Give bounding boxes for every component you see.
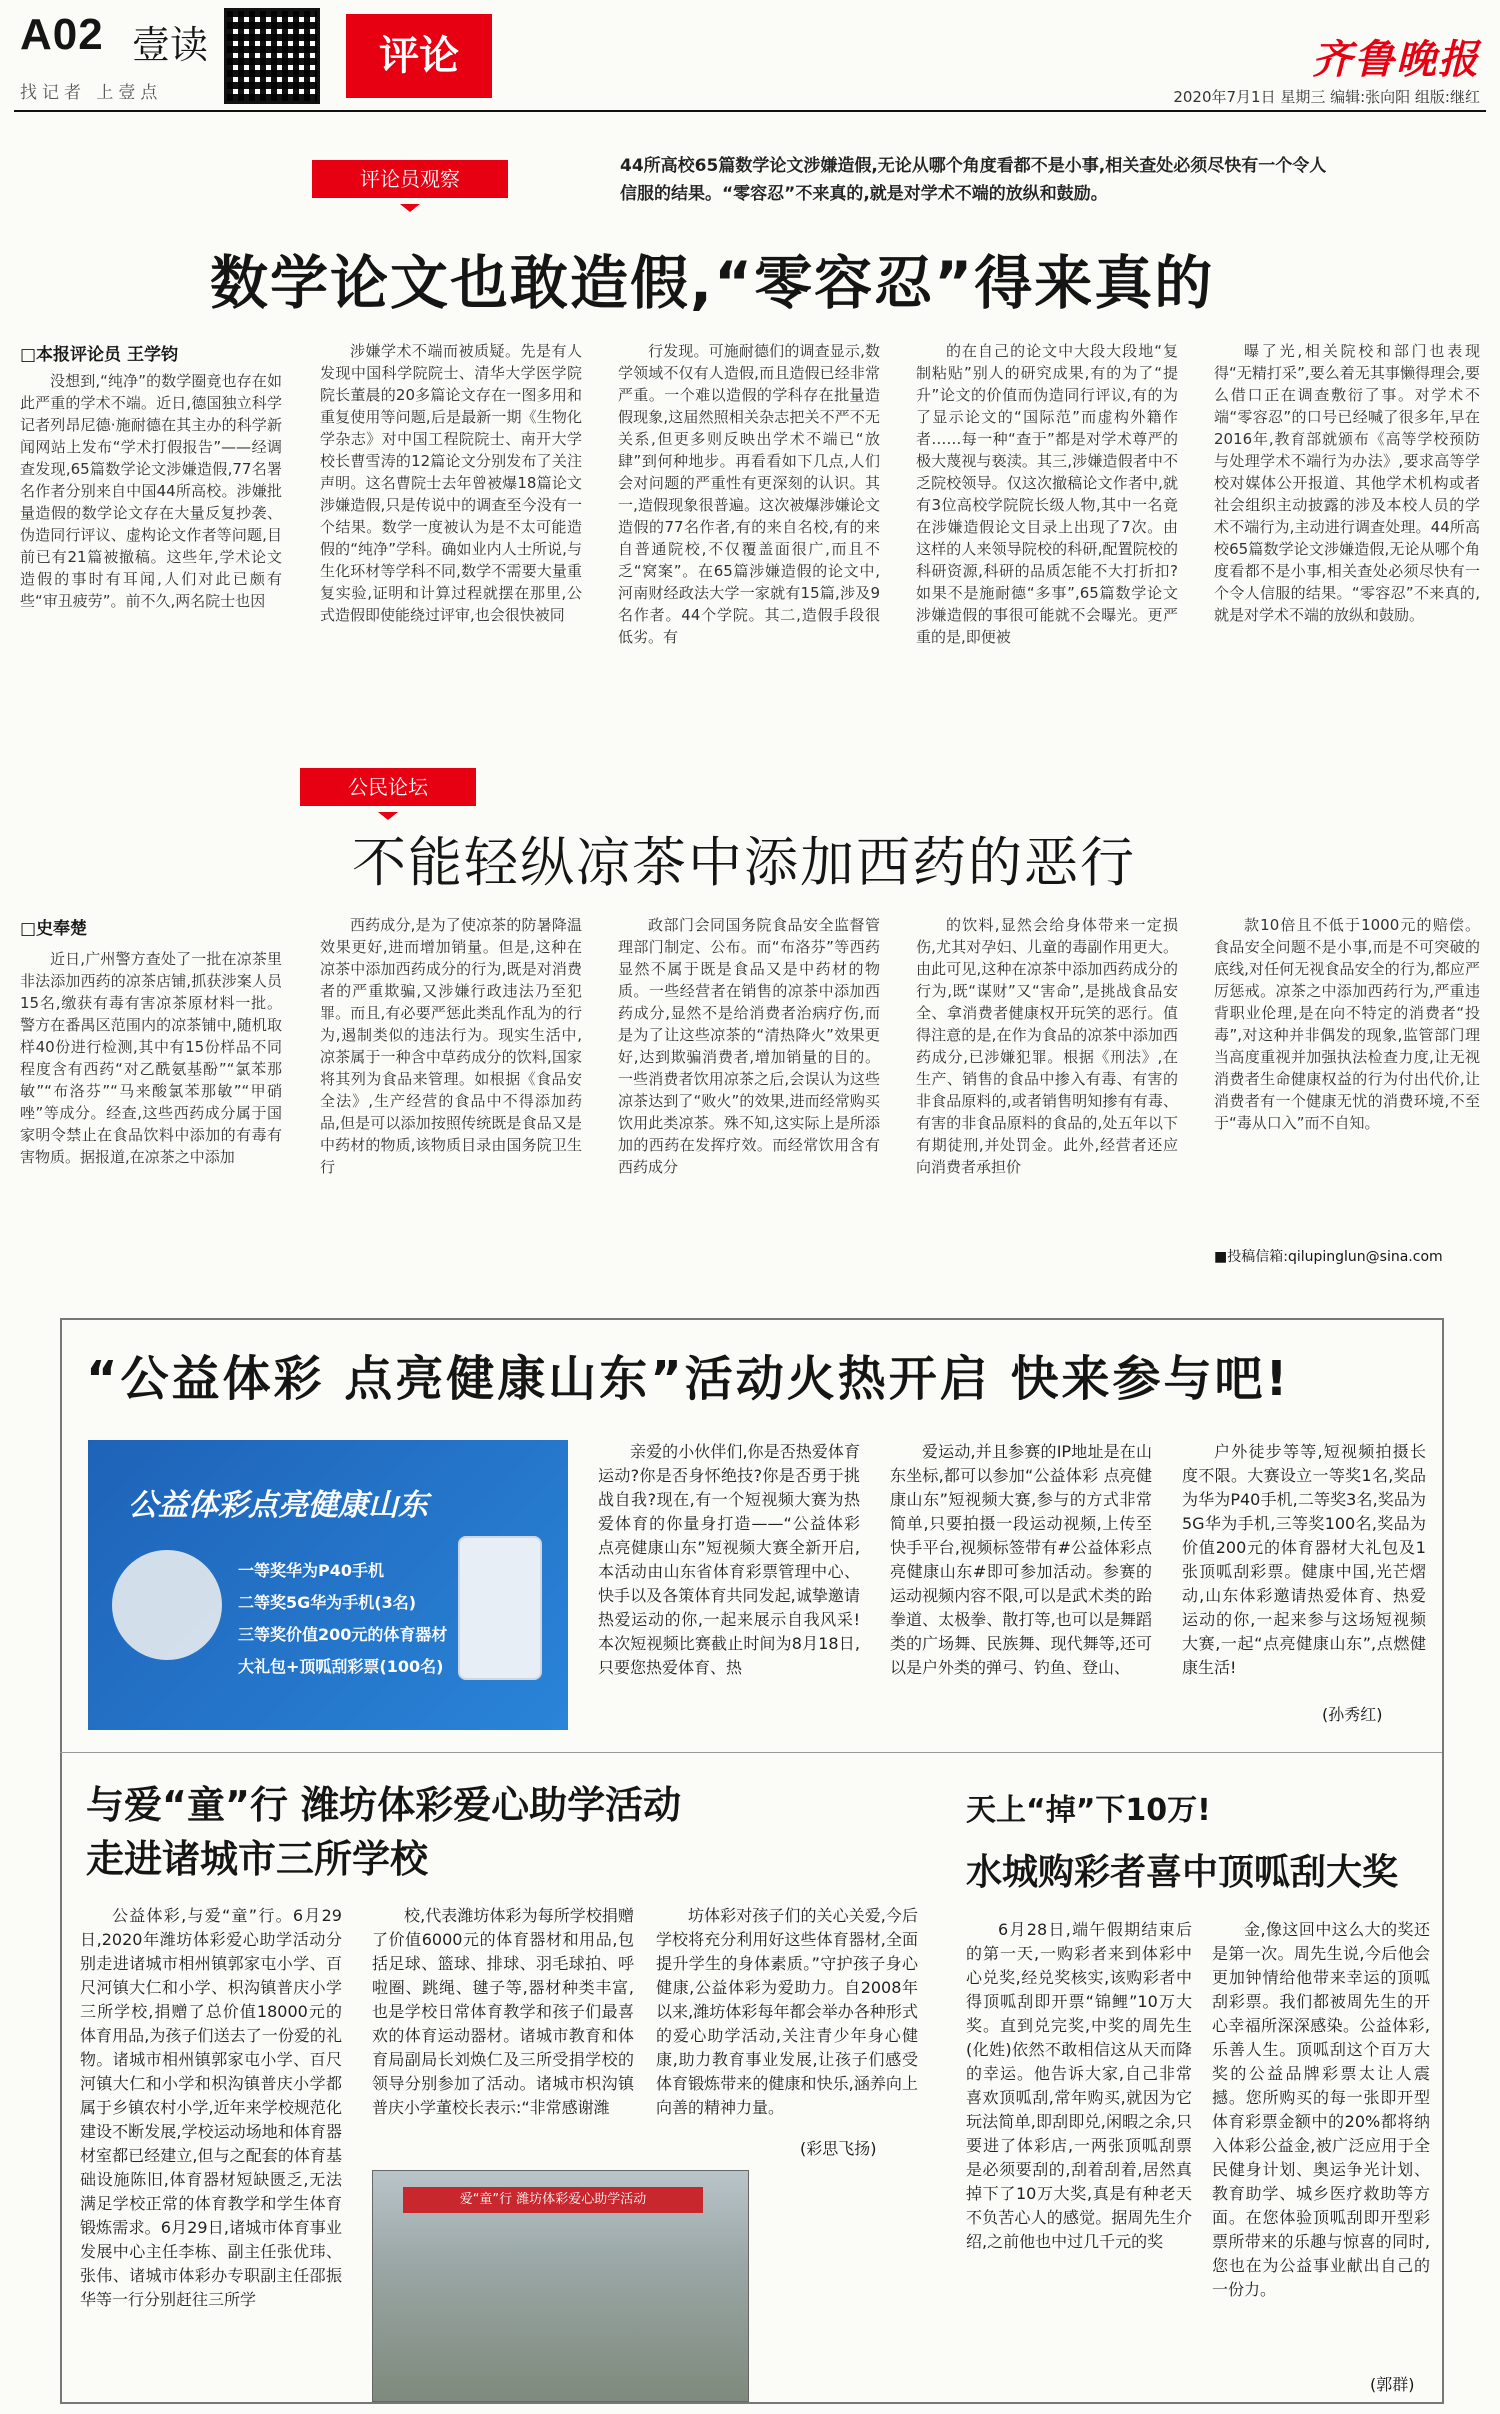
ad-story1-col-2: 爱运动,并且参赛的IP地址是在山东坐标,都可以参加“公益体彩 点亮健康山东”短视频大赛,参与的方式非常简单,只要拍摄一段运动视频,上传至快手平台,视频标签带有#公益体彩点亮健康山东#即可参加活动。参赛的运动视频内容不限,可以是武术类的跆拳道、太极拳、散打等,也可以是舞蹈类的广场舞、民族舞、现代舞等,还可以是户外类的弹弓、钓鱼、登山、 [890,1442,1152,1677]
article1-byline: □本报评论员 王学钧 [20,345,178,365]
ad-story2-col-1: 公益体彩,与爱“童”行。6月29日,2020年潍坊体彩爱心助学活动分别走进诸城市相州镇郭家屯小学、百尺河镇大仁和小学、枳沟镇普庆小学三所学校,捐赠了总价值18000元的体育用品,为孩子们送去了一份爱的礼物。诸城市相州镇郭家屯小学、百尺河镇大仁和小学和枳沟镇普庆小学都属于乡镇农村小学,近年来学校规范化建设不断发展,学校运动场地和体育器材室都已经建立,但与之配套的体育基础设施陈旧,体育器材短缺匮乏,无法满足学校正常的体育教学和学生体育锻炼需求。6月29日,诸城市体育事业发展中心主任李栋、副主任张优玮、张伟、诸城市体彩办专职副主任邵振华等一行分别赶往三所学 [80,1906,342,2309]
article1-lead: 44所高校65篇数学论文涉嫌造假,无论从哪个角度看都不是小事,相关查处必须尽快有一个令人信服的结果。“零容忍”不来真的,就是对学术不端的放纵和鼓励。 [620,156,1327,204]
promo-title: 公益体彩点亮健康山东 [128,1488,428,1523]
promo-line-4: 大礼包+顶呱刮彩票(100名) [238,1657,444,1676]
qr-code-icon [224,8,320,104]
section-name: 壹读 [132,23,209,67]
ad-divider [60,1752,1442,1753]
photo-banner: 爱“童”行 潍坊体彩爱心助学活动 [403,2187,703,2213]
phone-icon [458,1536,542,1680]
ad-story3-col-1: 6月28日,端午假期结束后的第一天,一购彩者来到体彩中心兑奖,经兑奖核实,该购彩者中得顶呱刮即开票“锦鲤”10万大奖。直到兑完奖,中奖的周先生(化姓)依然不敢相信这从天而降的幸运。他告诉大家,自己非常喜欢顶呱刮,常年购买,就因为它玩法简单,即刮即兑,闲暇之余,只要进了体彩店,一两张顶呱刮票是必须要刮的,刮着刮着,居然真掉下了10万大奖,真是有种老天不负苦心人的感觉。据周先生介绍,之前他也中过几千元的奖 [966,1920,1192,2251]
article2-col-2: 西药成分,是为了使凉茶的防暑降温效果更好,进而增加销量。但是,这种在凉茶中添加西药成分的行为,既是对消费者的严重欺骗,又涉嫌行政违法乃至犯罪。而且,有必要严惩此类乱作乱为的行为,遏制类似的违法行为。现实生活中,凉茶属于一种含中草药成分的饮料,国家将其列为食品来管理。如根据《食品安全法》,生产经营的食品中不得添加药品,但是可以添加按照传统既是食品又是中药材的物质,该物质目录由国务院卫生行 [320,916,582,1176]
ad-story2-col-3: 坊体彩对孩子们的关心关爱,今后学校将充分利用好这些体育器材,全面提升学生的身体素质。”守护孩子身心健康,公益体彩为爱助力。自2008年以来,潍坊体彩每年都会举办各种形式的爱心助学活动,关注青少年身心健康,助力教育事业发展,让孩子们感受体育锻炼带来的健康和快乐,涵养向上向善的精神力量。 [656,1906,918,2117]
article1-title: 数学论文也敢造假,“零容忍”得来真的 [210,249,1215,317]
article1-col-3: 行发现。可施耐德们的调查显示,数学领域不仅有人造假,而且造假已经非常严重。一个难以造假的学科存在批量造假现象,这届然照相关杂志把关不严不无关系,但更多则反映出学术不端已“放肆”到何种地步。再看看如下几点,人们会对问题的严重性有更深刻的认识。其一,造假现象很普遍。这次被爆涉嫌论文造假的77名作者,有的来自名校,有的来自普通院校,不仅覆盖面很广,而且不乏“窝案”。在65篇涉嫌造假的论文中,河南财经政法大学一家就有15篇,涉及9名作者。44个学院。其二,造假手段很低劣。有 [618,342,880,646]
article1-col-5: 曝了光,相关院校和部门也表现得“无精打采”,要么着无其事懒得理会,要么借口正在调查敷衍了事。对学术不端“零容忍”的口号已经喊了很多年,早在2016年,教育部就颁布《高等学校预防与处理学术不端行为办法》,要求高等学校对媒体公开报道、其他学术机构或者社会组织主动披露的涉及本校人员的学术不端行为,主动进行调查处理。44所高校65篇数学论文涉嫌造假,无论从哪个角度看都不是小事,相关查处必须尽快有一个令人信服的结果。“零容忍”不来真的,就是对学术不端的放纵和鼓励。 [1214,342,1480,624]
promo-line-1: 一等奖华为P40手机 [238,1561,384,1580]
article2-email: ■投稿信箱:qilupinglun@sina.com [1214,1249,1443,1265]
newspaper-logo: 齐鲁晚报 [1312,36,1480,83]
section-banner [346,14,492,98]
article2-tag: 公民论坛 [300,768,476,806]
ad-story1-sign: (孙秀红) [1322,1705,1383,1724]
ad-story1-col-1: 亲爱的小伙伴们,你是否热爱体育运动?你是否身怀绝技?你是否勇于挑战自我?现在,有一个短视频大赛为热爱体育的你量身打造——“公益体彩 点亮健康山东”短视频大赛全新开启,本活动由山东省体育彩票管理中心、快手以及各策体育共同发起,诚挚邀请热爱运动的你,一起来展示自我风采!本次短视频比赛截止时间为8月18日,只要您热爱体育、热 [598,1442,860,1677]
promo-line-2: 二等奖5G华为手机(3名) [238,1593,417,1612]
ad-story2-sign: (彩思飞扬) [800,2139,877,2158]
ad-story3-title: 天上“掉”下10万! 水城购彩者喜中顶呱刮大奖 [966,1793,1399,1893]
section-banner-label: 评论 [379,33,459,79]
article1-tag: 评论员观察 [312,160,508,198]
promo-graphic [88,1440,568,1730]
slogan: 找记者 上壹点 [20,83,163,103]
megaphone-icon [112,1550,222,1660]
ad-story1-col-3: 户外徒步等等,短视频拍摄长度不限。大赛设立一等奖1名,奖品为华为P40手机,二等奖3名,奖品为5G华为手机,三等奖100名,奖品为价值200元的体育器材大礼包及1张顶呱刮彩票。健康中国,光芒熠动,山东体彩邀请热爱体育、热爱运动的你,一起来参与这场短视频大赛,一起“点亮健康山东”,点燃健康生活! [1182,1442,1426,1677]
ad-story3-sign: (郭群) [1370,2375,1415,2394]
ad-title: “公益体彩 点亮健康山东”活动火热开启 快来参与吧! [86,1351,1291,1407]
school-donation-photo [372,2170,749,2402]
ad-story2-col-2: 校,代表潍坊体彩为每所学校捐赠了价值6000元的体育器材和用品,包括足球、篮球、排球、羽毛球拍、呼啦圈、跳绳、毽子等,器材种类丰富,也是学校日常体育教学和孩子们最喜欢的体育运动器材。诸城市教育和体育局副局长刘焕仁及三所受捐学校的领导分别参加了活动。诸城市枳沟镇普庆小学董校长表示:“非常感谢潍 [372,1906,634,2117]
promo-line-3: 三等奖价值200元的体育器材 [238,1625,448,1644]
article2-col-1: 近日,广州警方查处了一批在凉茶里非法添加西药的凉茶店铺,抓获涉案人员15名,缴获有毒有害凉茶原材料一批。警方在番禺区范围内的凉茶铺中,随机取样40份进行检测,其中有15份样品不同程度含有西药“对乙酰氨基酚”“氯苯那敏”“布洛芬”“马来酸氯苯那敏”“甲硝唑”等成分。经查,这些西药成分属于国家明令禁止在食品饮料中添加的有毒有害物质。据报道,在凉茶之中添加 [20,950,282,1166]
article2-title: 不能轻纵凉茶中添加西药的恶行 [352,831,1136,894]
article2-col-5: 款10倍且不低于1000元的赔偿。食品安全问题不是小事,而是不可突破的底线,对任何无视食品安全的行为,都应严厉惩戒。凉茶之中添加西药行为,严重违背职业伦理,是在向不特定的消费者“投毒”,对这种并非偶发的现象,监管部门理当高度重视并加强执法检查力度,让无视消费者生命健康权益的行为付出代价,让消费者有一个健康无忧的消费环境,不至于“毒从口入”而不自知。 [1214,916,1480,1132]
header-rule [14,110,1486,112]
article2-col-3: 政部门会同国务院食品安全监督管理部门制定、公布。而“布洛芬”等西药显然不属于既是食品又是中药材的物质。一些经营者在销售的凉茶中添加西药成分,显然不是给消费者治病疗伤,而是为了让这些凉茶的“清热降火”效果更好,达到欺骗消费者,增加销量的目的。一些消费者饮用凉茶之后,会误认为这些凉茶达到了“败火”的效果,进而经常购买饮用此类凉茶。殊不知,这实际上是所添加的西药在发挥疗效。而经常饮用含有西药成分 [618,916,880,1176]
ad-story2-title: 与爱“童”行 潍坊体彩爱心助学活动 走进诸城市三所学校 [86,1783,682,1881]
article1-col-1: 没想到,“纯净”的数学圈竟也存在如此严重的学术不端。近日,德国独立科学记者列昂尼德·施耐德在其主办的科学新闻网站上发布“学术打假报告”——经调查发现,65篇数学论文涉嫌造假,77名署名作者分别来自中国44所高校。涉嫌批量造假的数学论文存在大量反复抄袭、伪造同行评议、虚构论文作者等问题,目前已有21篇被撤稿。这些年,学术论文造假的事时有耳闻,人们对此已颇有些“审丑疲劳”。前不久,两名院士也因 [20,372,282,610]
article2-byline: □史奉楚 [20,919,88,939]
dateline: 2020年7月1日 星期三 编辑:张向阳 组版:继红 [1173,88,1480,106]
ad-story3-col-2: 金,像这回中这么大的奖还是第一次。周先生说,今后他会更加钟情给他带来幸运的顶呱刮彩票。我们都被周先生的开心幸福所深深感染。公益体彩,乐善人生。顶呱刮这个百万大奖的公益品牌彩票太让人震撼。您所购买的每一张即开型体育彩票金额中的20%都将纳入体彩公益金,被广泛应用于全民健身计划、奥运争光计划、教育助学、城乡医疗救助等方面。在您体验顶呱刮即开型彩票所带来的乐趣与惊喜的同时,您也在为公益事业献出自己的一份力。 [1212,1920,1430,2299]
article1-col-2: 涉嫌学术不端而被质疑。先是有人发现中国科学院院士、清华大学医学院院长董晨的20多篇论文存在一图多用和重复使用等问题,后是最新一期《生物化学杂志》对中国工程院院士、南开大学校长曹雪涛的12篇论文分别发布了关注声明。这名曹院士去年曾被爆18篇论文涉嫌造假,只是传说中的调查至今没有一个结果。数学一度被认为是不太可能造假的“纯净”学科。确如业内人士所说,与生化环材等学科不同,数学不需要大量重复实验,证明和计算过程就摆在那里,公式造假即使能绕过评审,也会很快被同 [320,342,582,624]
article1-col-4: 的在自己的论文中大段大段地“复制粘贴”别人的研究成果,有的为了“提升”论文的价值而伪造同行评议,有的为了显示论文的“国际范”而虚构外籍作者……每一种“查于”都是对学术尊严的极大蔑视与亵渎。其三,涉嫌造假者中不乏院校领导。仅这次撤稿论文作者中,就有3位高校学院院长级人物,其中一名竟在涉嫌造假论文目录上出现了7次。由这样的人来领导院校的科研,配置院校的科研资源,科研的品质怎能不大打折扣?如果不是施耐德“多事”,65篇数学论文涉嫌造假的事很可能就不会曝光。更严重的是,即便被 [916,342,1178,646]
page-number: A02 [20,10,104,59]
article2-col-4: 的饮料,显然会给身体带来一定损伤,尤其对孕妇、儿童的毒副作用更大。由此可见,这种在凉茶中添加西药成分的行为,既“谋财”又“害命”,是挑战食品安全、拿消费者健康权开玩笑的恶行。值得注意的是,在作为食品的凉茶中添加西药成分,已涉嫌犯罪。根据《刑法》,在生产、销售的食品中掺入有毒、有害的非食品原料的,或者销售明知掺有有毒、有害的非食品原料的食品的,处五年以下有期徒刑,并处罚金。此外,经营者还应向消费者承担价 [916,916,1178,1176]
